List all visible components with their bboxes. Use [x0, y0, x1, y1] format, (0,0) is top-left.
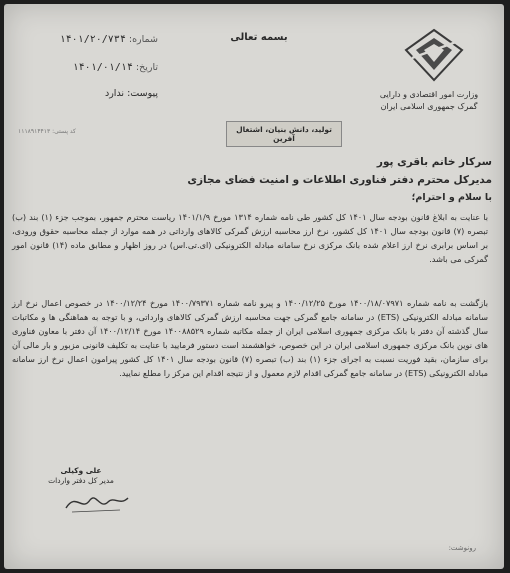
footer-cc: رونوشت: [448, 544, 476, 552]
bismillah-heading: بسمه تعالی [230, 32, 288, 43]
number-label: شماره: [128, 34, 158, 45]
org-customs-name: گمرک جمهوری اسلامی ایران [380, 102, 478, 111]
body-paragraph-2: بازگشت به نامه شماره ۱۴۰۰/۱۸/۰۷۹۷۱ مورخ ۱۴۰۰/۱۲/۲۵ و پیرو نامه شماره ۱۴۰۰/۷۹۳۷۱ مورخ ۱۴۰۰/۱۲/۲۴ در خصوص اعمال نرخ ارز سامانه مبادله الکترونیکی (ETS) در سامانه جامع گمرکی جهت محاسبه ارزش گمرکی کالاهای وارداتی، و با توجه به هماهنگی ها و مکاتبات سال گذشته آن دفتر با بانک مرکزی جمهوری اسلامی ایران از جمله مکاتبه شماره ۱۴۰۰۸۸۵۲۹ مورخ ۱۴۰۰/۱۲/۱۴ آن دفتر با معاون فناوری های نوین بانک مرکزی جمهوری اسلامی ایران در این خصوص، خواهشمند است دستور فرمایید با عنایت به تکلیف قانونی مزبور و بار مالی آن برای سازمان، بقید فوریت نسبت به اجرای جزء (۱) بند (ب) تبصره (۷) قانون بودجه سال ۱۴۰۱ کل کشور پیرامون اعمال نرخ ارز سامانه مبادله الکترونیکی (ETS) در سامانه جامع گمرکی اقدام لازم معمول و از نتیجه اقدام این مرکز را مطلع نمایید. [12, 298, 488, 378]
letter-attachment: پیوست: ندارد [104, 88, 158, 99]
recipient-title: مدیرکل محترم دفتر فناوری اطلاعات و امنیت فضای مجازی [187, 174, 492, 186]
signer-name: علی وکیلی [60, 466, 102, 475]
signer-title: مدیر کل دفتر واردات [48, 476, 114, 485]
number-value: ۱۴۰۱/۲۰/۷۳۴ [59, 34, 126, 45]
signature-icon [62, 488, 132, 516]
date-label: تاریخ: [135, 62, 158, 73]
letter-number [18, 34, 158, 45]
customs-logo-icon [404, 28, 464, 83]
recipient-name: سرکار خانم باقری پور [376, 156, 492, 168]
greeting: با سلام و احترام؛ [411, 192, 492, 203]
letter-date [18, 62, 158, 73]
slogan-stamp: تولید، دانش بنیان، اشتغال آفرین [226, 121, 342, 147]
postal-note: کد پستی: ۱۱۱۸۹۱۴۴۱۳ [18, 128, 76, 135]
date-value: ۱۴۰۱/۰۱/۱۴ [72, 62, 133, 73]
letter-sheet [4, 4, 504, 569]
org-ministry-name: وزارت امور اقتصادی و دارایی [379, 90, 479, 99]
body-paragraph-1: با عنایت به ابلاغ قانون بودجه سال ۱۴۰۱ کل کشور طی نامه شماره ۱۳۱۴ مورخ ۱۴۰۱/۱/۹ ریاست محترم جمهور، بموجب جزء (۱) بند (ب) تبصره (۷) قانون بودجه سال ۱۴۰۱ کل کشور، نرخ ارز محاسبه ارزش گمرکی کالاهای وارداتی در همه موارد از جمله محاسبه حقوق ورودی، بر اساس برابری نرخ ارز اعلام شده بانک مرکزی نرخ سامانه مبادله الکترونیکی (ای.تی.اس) در روز اظهار و مطابق ماده (۱۴) قانون امور گمرکی می باشد. [12, 212, 488, 264]
